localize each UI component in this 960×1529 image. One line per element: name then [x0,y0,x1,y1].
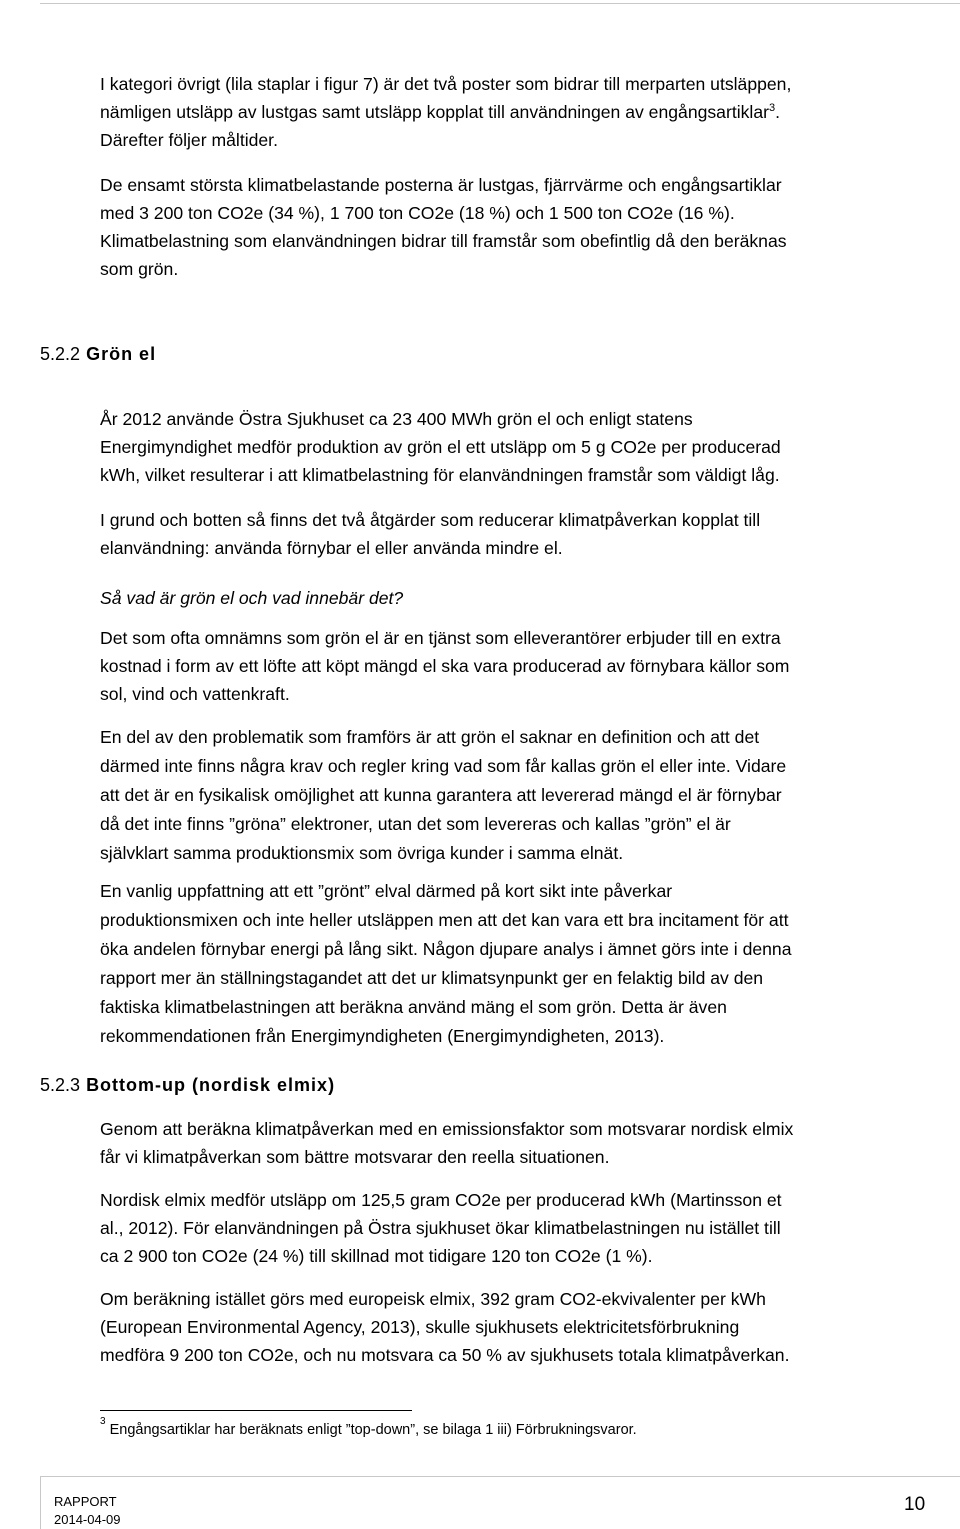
section-522-paragraph-2: I grund och botten så finns det två åtgärder som reducerar klimatpåverkan kopplat till elanvändning: använda förnybar el eller använda mindre el. [100,510,761,558]
footer-divider [40,1476,41,1529]
footer-date: 2014-04-09 [54,1512,121,1527]
section-522-paragraph-4: En del av den problematik som framförs är att grön el saknar en definition och att det därmed inte finns några krav och regler kring vad som får kallas grön el eller inte. Vidare att det är en fysikalisk omöjlighet att kunna garantera att levererad mängd el är förnybar då det inte finns ”gröna” elektroner, utan det som levereras och kallas ”grön” el är självklart samma produktionsmix som övriga kunder i samma elnät. [100,727,787,863]
footnote-ref[interactable]: 3 [768,102,776,115]
footnote-number: 3 [100,1416,106,1427]
section-522-paragraph-3: Det som ofta omnämns som grön el är en tjänst som elleverantörer erbjuder till en extra kostnad i form av ett löfte att köpt mängd el ska vara producerad av förnybara källor som sol, vind och vattenkraft. [100,628,790,704]
footer-report-title: RAPPORT [54,1494,117,1509]
footnote-separator [100,1410,412,1411]
intro-paragraph-1: I kategori övrigt (lila staplar i figur 7) är det två poster som bidrar till merparten utsläppen, nämligen utsläpp av lustgas samt utsläpp kopplat till användningen av engångsartiklar$^3$. Därefter följer måltider. [100,74,792,150]
intro-paragraph-2: De ensamt största klimatbelastande posterna är lustgas, fjärrvärme och engångsartiklar med 3 200 ton CO2e (34 %), 1 700 ton CO2e (18 %) och 1 500 ton CO2e (16 %). Klimatbelastning som elanvändningen bidrar till framstår som obefintlig då den beräknas som grön. [100,175,787,279]
page-number: 10 [904,1494,926,1515]
section-heading-5-2-3: 5.2.3 Bottom-up (nordisk elmix) [40,1075,336,1095]
header-rule [40,3,960,4]
section-heading-5-2-2: 5.2.2 Grön el [40,344,157,364]
footer-rule [40,1476,960,1477]
footnote-text: Engångsartiklar har beräknats enligt ”top-down”, se bilaga 1 iii) Förbrukningsvaror. [109,1422,637,1438]
section-523-paragraph-3: Om beräkning istället görs med europeisk elmix, 392 gram CO2-ekvivalenter per kWh (European Environmental Agency, 2013), skulle sjukhusets elektricitetsförbrukning medföra 9 200 ton CO2e, och nu motsvara ca 50 % av sjukhusets totala klimatpåverkan. [100,1289,790,1365]
section-523-paragraph-1: Genom att beräkna klimatpåverkan med en emissionsfaktor som motsvarar nordisk elmix får vi klimatpåverkan som bättre motsvarar den reella situationen. [100,1119,794,1167]
footnote [100,1416,637,1438]
section-522-paragraph-1: År 2012 använde Östra Sjukhuset ca 23 400 MWh grön el och enligt statens Energimyndighet medför produktion av grön el ett utsläpp om 5 g CO2e per producerad kWh, vilket resulterar i att klimatbelastning för elanvändningen framstår som väldigt låg. [100,409,781,485]
section-522-question: Så vad är grön el och vad innebär det? [100,588,404,608]
section-522-paragraph-5: En vanlig uppfattning att ett ”grönt” elval därmed på kort sikt inte påverkar produktionsmixen och inte heller utsläppen men att det kan vara ett bra incitament för att öka andelen förnybar energi på lång sikt. Någon djupare analys i ämnet görs inte i denna rapport mer än ställningstagandet att det ur klimatsynpunkt ger en felaktig bild av den faktiska klimatbelastningen att beräkna använd mäng el som grön. Detta är även rekommendationen från Energimyndigheten (Energimyndigheten, 2013). [100,881,792,1046]
section-523-paragraph-2: Nordisk elmix medför utsläpp om 125,5 gram CO2e per producerad kWh (Martinsson et al., 2012). För elanvändningen på Östra sjukhuset ökar klimatbelastningen nu istället till ca 2 900 ton CO2e (24 %) till skillnad mot tidigare 120 ton CO2e (1 %). [100,1190,782,1266]
